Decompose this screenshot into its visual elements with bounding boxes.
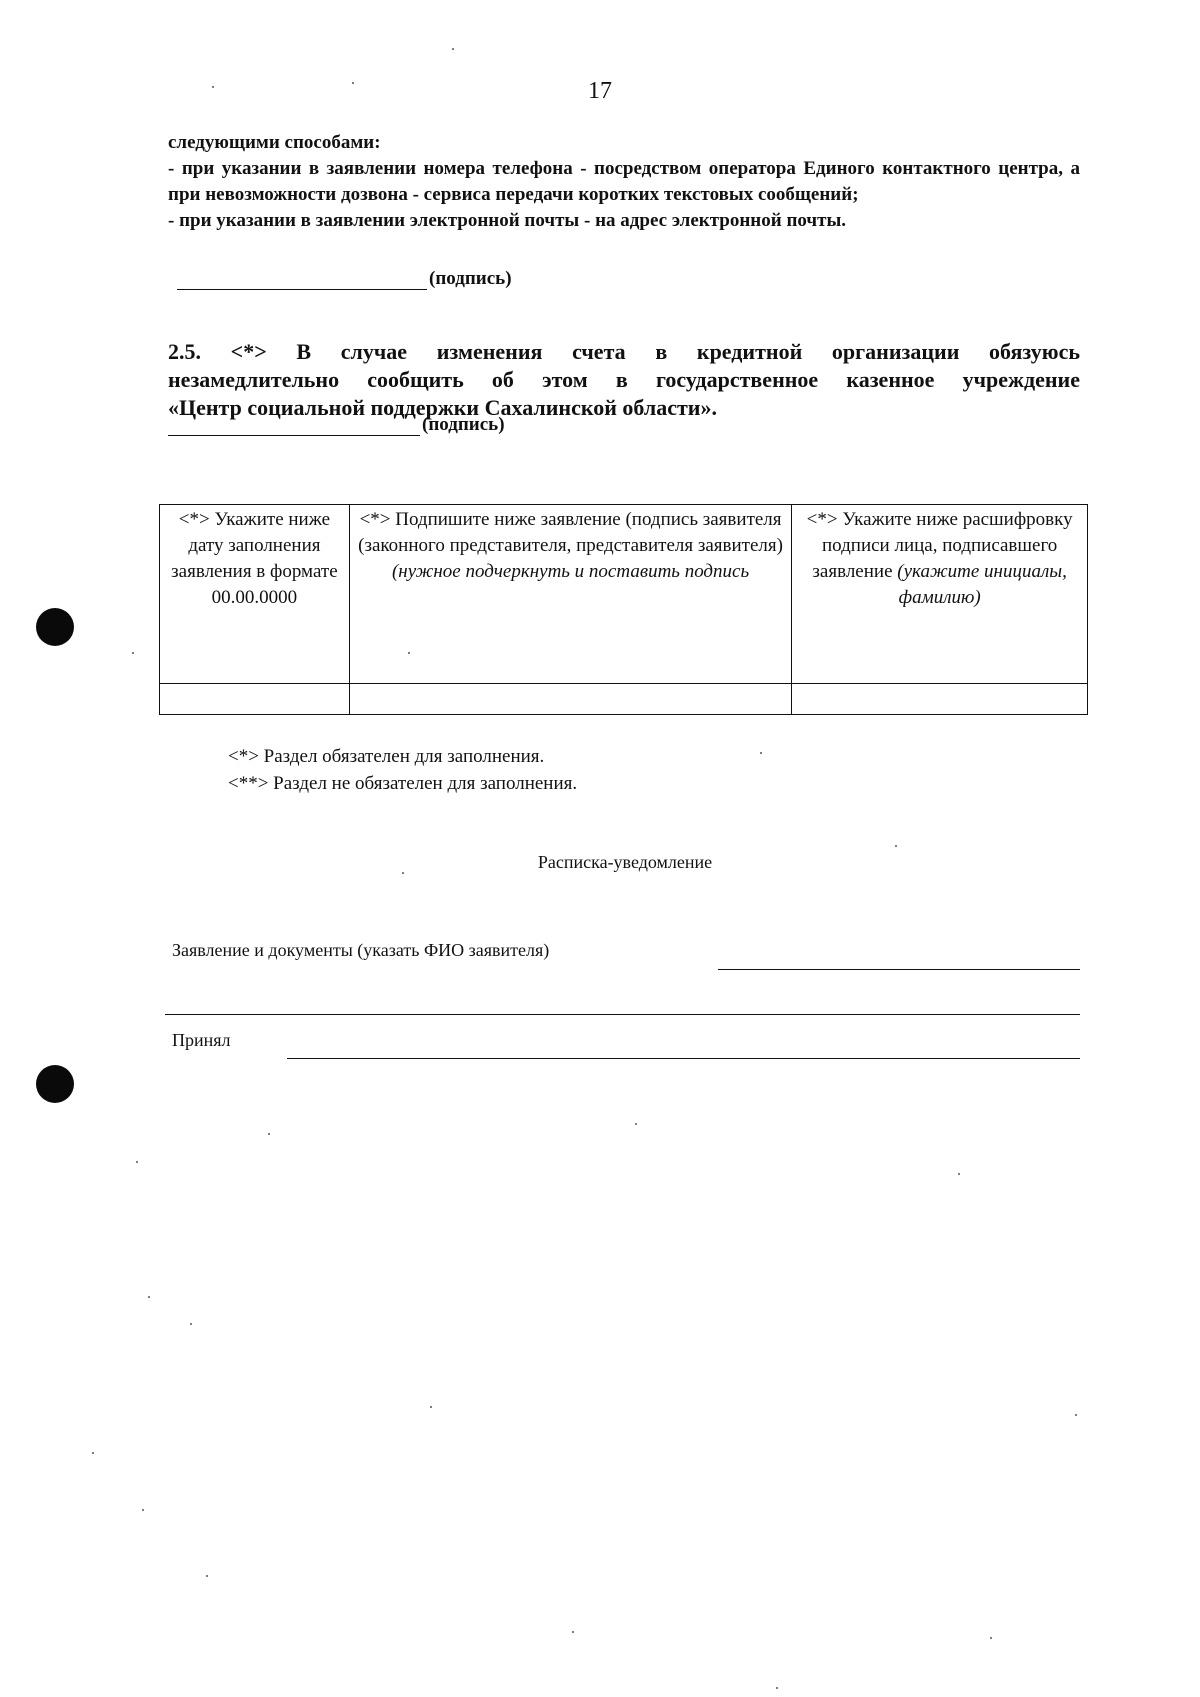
signature-fill-cell[interactable] bbox=[349, 684, 791, 715]
date-instruction-text: <*> Укажите ниже дату заполнения заявления в формате 00.00.0000 bbox=[171, 509, 338, 608]
name-instruction-text: <*> Укажите ниже расшифровку подписи лица, подписавшего заявление bbox=[806, 509, 1073, 582]
intro-block bbox=[168, 130, 1080, 234]
paragraph-2-5 bbox=[168, 338, 1080, 422]
intro-line-2: - при указании в заявлении номера телефона - посредством оператора Единого контактного центра, а при невозможности дозвона - сервиса передачи коротких текстовых сообщений; bbox=[168, 158, 1080, 205]
name-instruction-cell bbox=[792, 505, 1088, 684]
punch-hole-bottom bbox=[36, 1065, 74, 1103]
name-instruction-italic: (укажите инициалы, фамилию) bbox=[897, 561, 1067, 608]
signature-blank-2 bbox=[168, 415, 420, 436]
name-fill-cell[interactable] bbox=[792, 684, 1088, 715]
signature-instruction-italic: (нужное подчеркнуть и поставить подпись bbox=[391, 561, 750, 582]
intro-line-1: следующими способами: bbox=[168, 132, 381, 153]
paragraph-2-5-line-2: незамедлительно сообщить об этом в государственное казенное учреждение bbox=[168, 367, 1080, 392]
signature-line-2 bbox=[168, 414, 505, 436]
signature-table-fill-row bbox=[160, 684, 1088, 715]
signature-instruction-text: <*> Подпишите ниже заявление (подпись заявителя (законного представителя, представителя заявителя) bbox=[358, 509, 783, 556]
page-number: 17 bbox=[588, 78, 612, 104]
receipt-title: Расписка-уведомление bbox=[537, 852, 713, 872]
date-instruction-cell bbox=[160, 505, 350, 684]
signature-line-1 bbox=[177, 268, 512, 290]
date-fill-cell[interactable] bbox=[160, 684, 350, 715]
signature-label-1: (подпись) bbox=[429, 268, 512, 289]
intro-line-3: - при указании в заявлении электронной почты - на адрес электронной почты. bbox=[168, 210, 847, 231]
signature-instruction-cell bbox=[349, 505, 791, 684]
paragraph-2-5-line-3: «Центр социальной поддержки Сахалинской области». bbox=[168, 395, 717, 420]
applicant-name-line[interactable] bbox=[718, 969, 1080, 970]
signature-table-header-row bbox=[160, 505, 1088, 684]
signature-label-2: (подпись) bbox=[422, 414, 505, 435]
footnote-optional: <**> Раздел не обязателен для заполнения. bbox=[228, 773, 578, 794]
footnotes bbox=[228, 743, 577, 797]
paragraph-2-5-line-1: 2.5. <*> В случае изменения счета в кредитной организации обязуюсь bbox=[168, 339, 1080, 364]
applications-label: Заявление и документы (указать ФИО заявителя) bbox=[172, 940, 550, 960]
signature-blank-1 bbox=[177, 269, 427, 290]
applicant-name-line-2[interactable] bbox=[165, 1014, 1080, 1015]
signature-table bbox=[159, 504, 1088, 715]
punch-hole-top bbox=[36, 608, 74, 646]
accepted-by-line[interactable] bbox=[287, 1058, 1080, 1059]
footnote-required: <*> Раздел обязателен для заполнения. bbox=[228, 746, 545, 767]
accepted-label: Принял bbox=[172, 1030, 231, 1050]
